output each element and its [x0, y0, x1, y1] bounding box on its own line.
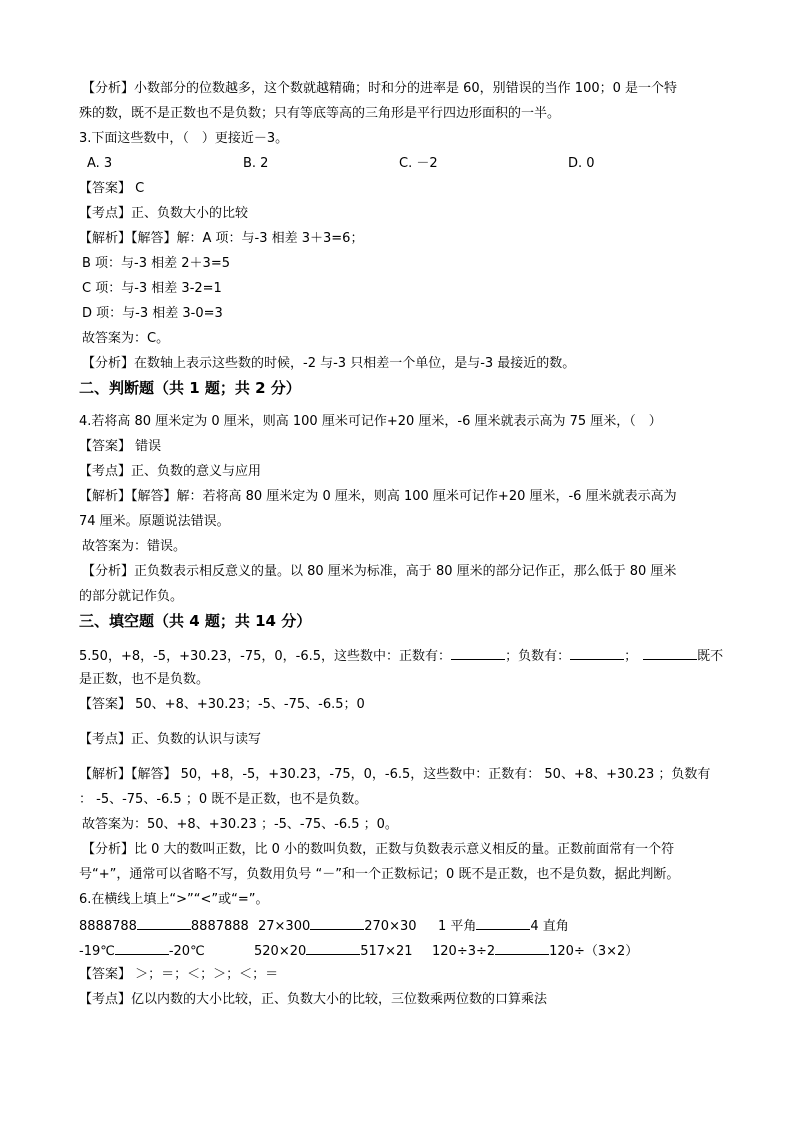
- solution-line: 【解析】【解答】解：若将高 80 厘米定为 0 厘米，则高 100 厘米可记作+20 厘米，-6 厘米就表示高为: [79, 489, 677, 504]
- conclusion-line: 故答案为：错误。: [82, 539, 187, 554]
- topic-line: 【考点】正、负数的认识与读写: [79, 732, 262, 747]
- solution-line: C 项：与-3 相差 3-2=1: [82, 281, 222, 296]
- solution-line: D 项：与-3 相差 3-0=3: [82, 306, 223, 321]
- answer-blank[interactable]: [643, 646, 697, 660]
- question-text: 既不: [697, 649, 724, 664]
- analysis-line: 【分析】正负数表示相反意义的量。以 80 厘米为标准，高于 80 厘米的部分记作正，那么低于 80 厘米: [82, 564, 677, 579]
- analysis-line: 【分析】小数部分的位数越多，这个数就越精确；时和分的进率是 60，别错误的当作 100；0 是一个特: [82, 81, 678, 96]
- compare-item: 1 平角 4 直角: [438, 916, 569, 936]
- topic-line: 【考点】亿以内数的大小比较，正、负数大小的比较，三位数乘两位数的口算乘法: [79, 992, 548, 1007]
- analysis-line: 号“+”，通常可以省略不写，负数用负号 “－”和一个正数标记；0 既不是正数，也不是负数，据此判断。: [79, 867, 680, 882]
- question-text: 是正数，也不是负数。: [79, 672, 210, 687]
- option-c: C. －2: [399, 156, 438, 171]
- compare-item: 520×20 517×21: [254, 941, 413, 961]
- answer-blank[interactable]: [476, 916, 530, 930]
- analysis-line: 【分析】在数轴上表示这些数的时候，-2 与-3 只相差一个单位，是与-3 最接近的数。: [82, 356, 576, 371]
- option-a: A. 3: [87, 156, 113, 171]
- question-text: 5.50，+8，-5，+30.23，-75，0，-6.5，这些数中：正数有：: [79, 649, 452, 664]
- solution-line: 【解析】【解答】 50，+8，-5，+30.23，-75，0，-6.5，这些数中：正数有： 50、+8、+30.23 ；负数有: [79, 767, 711, 782]
- answer-blank[interactable]: [137, 916, 191, 930]
- solution-line: B 项：与-3 相差 2＋3=5: [82, 256, 230, 271]
- answer-line: 【答案】 50、+8、+30.23；-5、-75、-6.5；0: [79, 697, 365, 712]
- answer-line: 【答案】 错误: [79, 439, 162, 454]
- analysis-line: 殊的数，既不是正数也不是负数；只有等底等高的三角形是平行四边形面积的一半。: [79, 106, 561, 121]
- analysis-line: 的部分就记作负。: [79, 589, 184, 604]
- topic-line: 【考点】正、负数大小的比较: [79, 206, 249, 221]
- section-heading: 三、填空题（共 4 题；共 14 分）: [79, 612, 312, 630]
- answer-blank[interactable]: [451, 646, 505, 660]
- answer-line: 【答案】 ＞；＝；＜；＞；＜；＝: [79, 967, 279, 982]
- question-4: 4.若将高 80 厘米定为 0 厘米，则高 100 厘米可记作+20 厘米，-6 厘米就表示高为 75 厘米，（ ）: [79, 414, 662, 429]
- answer-line: 【答案】 C: [79, 181, 145, 196]
- topic-line: 【考点】正、负数的意义与应用: [79, 464, 262, 479]
- solution-line: 【解析】【解答】解：A 项：与-3 相差 3＋3=6；: [79, 231, 364, 246]
- option-b: B. 2: [243, 156, 269, 171]
- compare-item: 8888788 8887888: [79, 916, 249, 936]
- answer-blank[interactable]: [306, 941, 360, 955]
- compare-item: 120÷3÷2 120÷（3×2）: [432, 941, 638, 961]
- answer-blank[interactable]: [570, 646, 624, 660]
- answer-blank[interactable]: [310, 916, 364, 930]
- solution-line: 74 厘米。原题说法错误。: [79, 514, 230, 529]
- compare-item: -19℃ -20℃: [79, 941, 205, 961]
- conclusion-line: 故答案为：C。: [82, 331, 170, 346]
- answer-blank[interactable]: [495, 941, 549, 955]
- question-5: [79, 646, 723, 666]
- section-heading: 二、判断题（共 1 题；共 2 分）: [79, 379, 301, 397]
- option-d: D. 0: [568, 156, 595, 171]
- analysis-line: 【分析】比 0 大的数叫正数，比 0 小的数叫负数，正数与负数表示意义相反的量。正数前面常有一个符: [82, 842, 675, 857]
- solution-line: ： -5、-75、-6.5 ；0 既不是正数，也不是负数。: [79, 792, 368, 807]
- question-3: 3.下面这些数中，（ ）更接近－3。: [79, 131, 289, 146]
- question-text: ；: [624, 649, 638, 664]
- conclusion-line: 故答案为：50、+8、+30.23 ；-5、-75、-6.5 ；0。: [82, 817, 398, 832]
- question-text: ；负数有：: [505, 649, 571, 664]
- question-6: 6.在横线上填上“>”“<”或“=”。: [79, 892, 269, 907]
- answer-blank[interactable]: [115, 941, 169, 955]
- compare-item: 27×300 270×30: [258, 916, 417, 936]
